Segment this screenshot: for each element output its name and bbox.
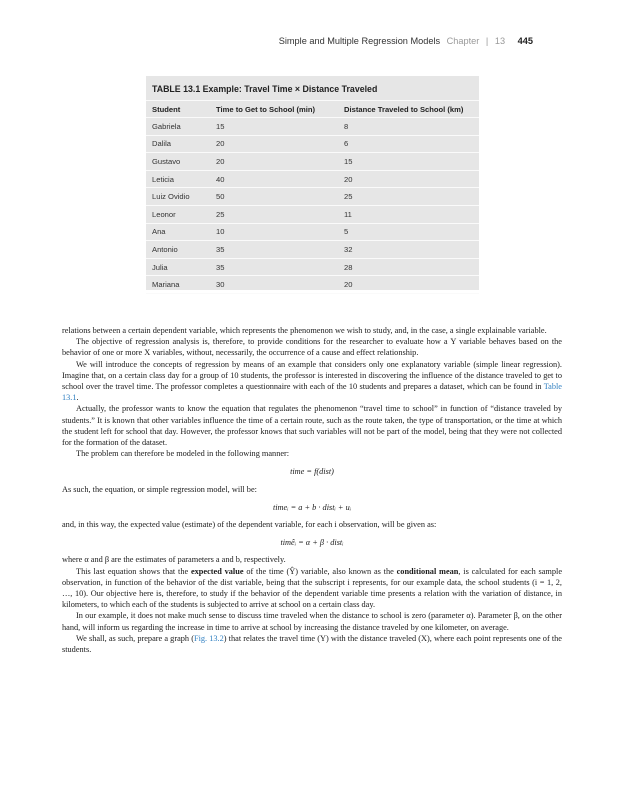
page-number: 445 bbox=[517, 36, 533, 46]
cell-student: Julia bbox=[146, 258, 210, 276]
paragraph-11-text: We shall, as such, prepare a graph ( bbox=[76, 633, 194, 643]
running-header bbox=[279, 36, 533, 46]
keyword-expected-value: expected value bbox=[190, 566, 244, 576]
paragraph-11 bbox=[62, 633, 562, 655]
cell-time: 10 bbox=[210, 223, 338, 241]
table-row bbox=[146, 205, 479, 223]
cell-distance: 25 bbox=[338, 188, 479, 206]
table-row bbox=[146, 276, 479, 294]
paragraph-3-text: We will introduce the concepts of regression by means of an example that considers only one explanatory variable (simple linear regression). Imagine that, on a certain class day for a group of 10 students, the professor is interested in discovering the influence of the distance traveled to get to school over the travel time. The professor completes a questionnaire with each of the 10 students and prepares a dataset, which can be found in bbox=[62, 359, 562, 392]
cell-student: Mariana bbox=[146, 276, 210, 294]
cell-time: 30 bbox=[210, 276, 338, 294]
paragraph-1: relations between a certain dependent variable, which represents the phenomenon we wish to study, and, in the case, a single explainable variable. bbox=[62, 326, 547, 335]
cell-student: Dalila bbox=[146, 135, 210, 153]
cell-time: 25 bbox=[210, 205, 338, 223]
paragraph-11-end: ) that relates the travel time (Y) with the distance traveled (X), where each point represents one of the students. bbox=[62, 633, 562, 655]
cell-student: Leticia bbox=[146, 170, 210, 188]
cell-distance: 11 bbox=[338, 205, 479, 223]
cell-time: 20 bbox=[210, 135, 338, 153]
table-row bbox=[146, 241, 479, 259]
equation-1: time = f(dist) bbox=[290, 467, 334, 477]
cell-time: 15 bbox=[210, 118, 338, 136]
table-header-row bbox=[146, 101, 479, 118]
table-row bbox=[146, 135, 479, 153]
paragraph-3-end: . bbox=[76, 393, 79, 403]
cell-time: 50 bbox=[210, 188, 338, 206]
equation-3: timêᵢ = α + β · distᵢ bbox=[280, 538, 344, 548]
column-header-distance: Distance Traveled to School (km) bbox=[338, 101, 479, 118]
paragraph-10: In our example, it does not make much sense to discuss time traveled when the distance to school is zero (parameter α). Parameter β, on the other hand, will inform us regarding the increase in time to arrive at school by increasing the distance traveled by one kilometer, on average. bbox=[62, 611, 562, 632]
cell-student: Leonor bbox=[146, 205, 210, 223]
paragraph-8: where α and β are the estimates of parameters a and b, respectively. bbox=[62, 555, 286, 565]
paragraph-9 bbox=[62, 566, 562, 611]
cell-student: Luiz Ovidio bbox=[146, 188, 210, 206]
cell-student: Antonio bbox=[146, 241, 210, 259]
table-row bbox=[146, 223, 479, 241]
cell-student: Ana bbox=[146, 223, 210, 241]
table-title: TABLE 13.1 Example: Travel Time × Distance Traveled bbox=[152, 84, 378, 94]
cell-distance: 15 bbox=[338, 153, 479, 171]
table-13-1-link[interactable]: Table 13.1 bbox=[62, 382, 562, 403]
column-header-student: Student bbox=[146, 101, 210, 118]
fig-13-2-link[interactable]: Fig. 13.2 bbox=[193, 633, 224, 643]
header-separator: | bbox=[485, 36, 489, 46]
paragraph-9-text-c: , is calculated for each sample observation, in function of the behavior of the dist variable, being that the subscript i represents, for our example data, the school students (i = 1, 2, …, 10). Our objective here is, therefore, to study if the behavior of the dependent variable time presents a relation with the variation of distance, in kilometers, to which each of the students is subjected to arrive at school on a certain class day. bbox=[62, 566, 563, 610]
table-row bbox=[146, 188, 479, 206]
cell-student: Gabriela bbox=[146, 118, 210, 136]
cell-student: Gustavo bbox=[146, 153, 210, 171]
paragraph-6: As such, the equation, or simple regression model, will be: bbox=[62, 484, 257, 494]
paragraph-7: and, in this way, the expected value (estimate) of the dependent variable, for each i observation, will be given as: bbox=[62, 520, 437, 530]
chapter-number: 13 bbox=[494, 36, 506, 46]
cell-time: 20 bbox=[210, 153, 338, 171]
paragraph-2: The objective of regression analysis is, therefore, to provide conditions for the researcher to evaluate how a Y variable behaves based on the behavior of one or more X variables, without, necessarily, the occurrence of a cause and effect relationship. bbox=[62, 337, 562, 358]
table-row bbox=[146, 258, 479, 276]
paragraph-9-text-a: This last equation shows that the bbox=[76, 566, 191, 576]
equation-2: timeᵢ = a + b · distᵢ + uᵢ bbox=[272, 502, 352, 512]
cell-distance: 28 bbox=[338, 258, 479, 276]
cell-distance: 20 bbox=[338, 170, 479, 188]
chapter-label: Chapter bbox=[446, 36, 480, 46]
table-row bbox=[146, 170, 479, 188]
cell-distance: 32 bbox=[338, 241, 479, 259]
table-13-1 bbox=[146, 76, 479, 290]
cell-time: 40 bbox=[210, 170, 338, 188]
cell-distance: 6 bbox=[338, 135, 479, 153]
cell-distance: 20 bbox=[338, 276, 479, 294]
column-header-time: Time to Get to School (min) bbox=[210, 101, 338, 118]
cell-time: 35 bbox=[210, 241, 338, 259]
cell-distance: 8 bbox=[338, 118, 479, 136]
data-table bbox=[146, 100, 479, 294]
body-text bbox=[62, 325, 562, 655]
keyword-conditional-mean: conditional mean bbox=[396, 566, 459, 576]
paragraph-9-text-b: of the time (Ŷ) variable, also known as the bbox=[243, 566, 397, 576]
paragraph-3 bbox=[62, 359, 562, 404]
paragraph-4: Actually, the professor wants to know the equation that regulates the phenomenon “travel time to school” in function of “distance traveled by students.” It is known that other variables influence the time of a certain route, such as the route taken, the type of transportation, or the time at which the student left for school that day. However, the professor knows that such variables will not be part of the model, being that they were not collected for the formation of the dataset. bbox=[62, 404, 562, 448]
table-row bbox=[146, 118, 479, 136]
running-header-title: Simple and Multiple Regression Models bbox=[278, 36, 441, 46]
paragraph-5: The problem can therefore be modeled in the following manner: bbox=[76, 449, 290, 459]
cell-time: 35 bbox=[210, 258, 338, 276]
table-row bbox=[146, 153, 479, 171]
cell-distance: 5 bbox=[338, 223, 479, 241]
